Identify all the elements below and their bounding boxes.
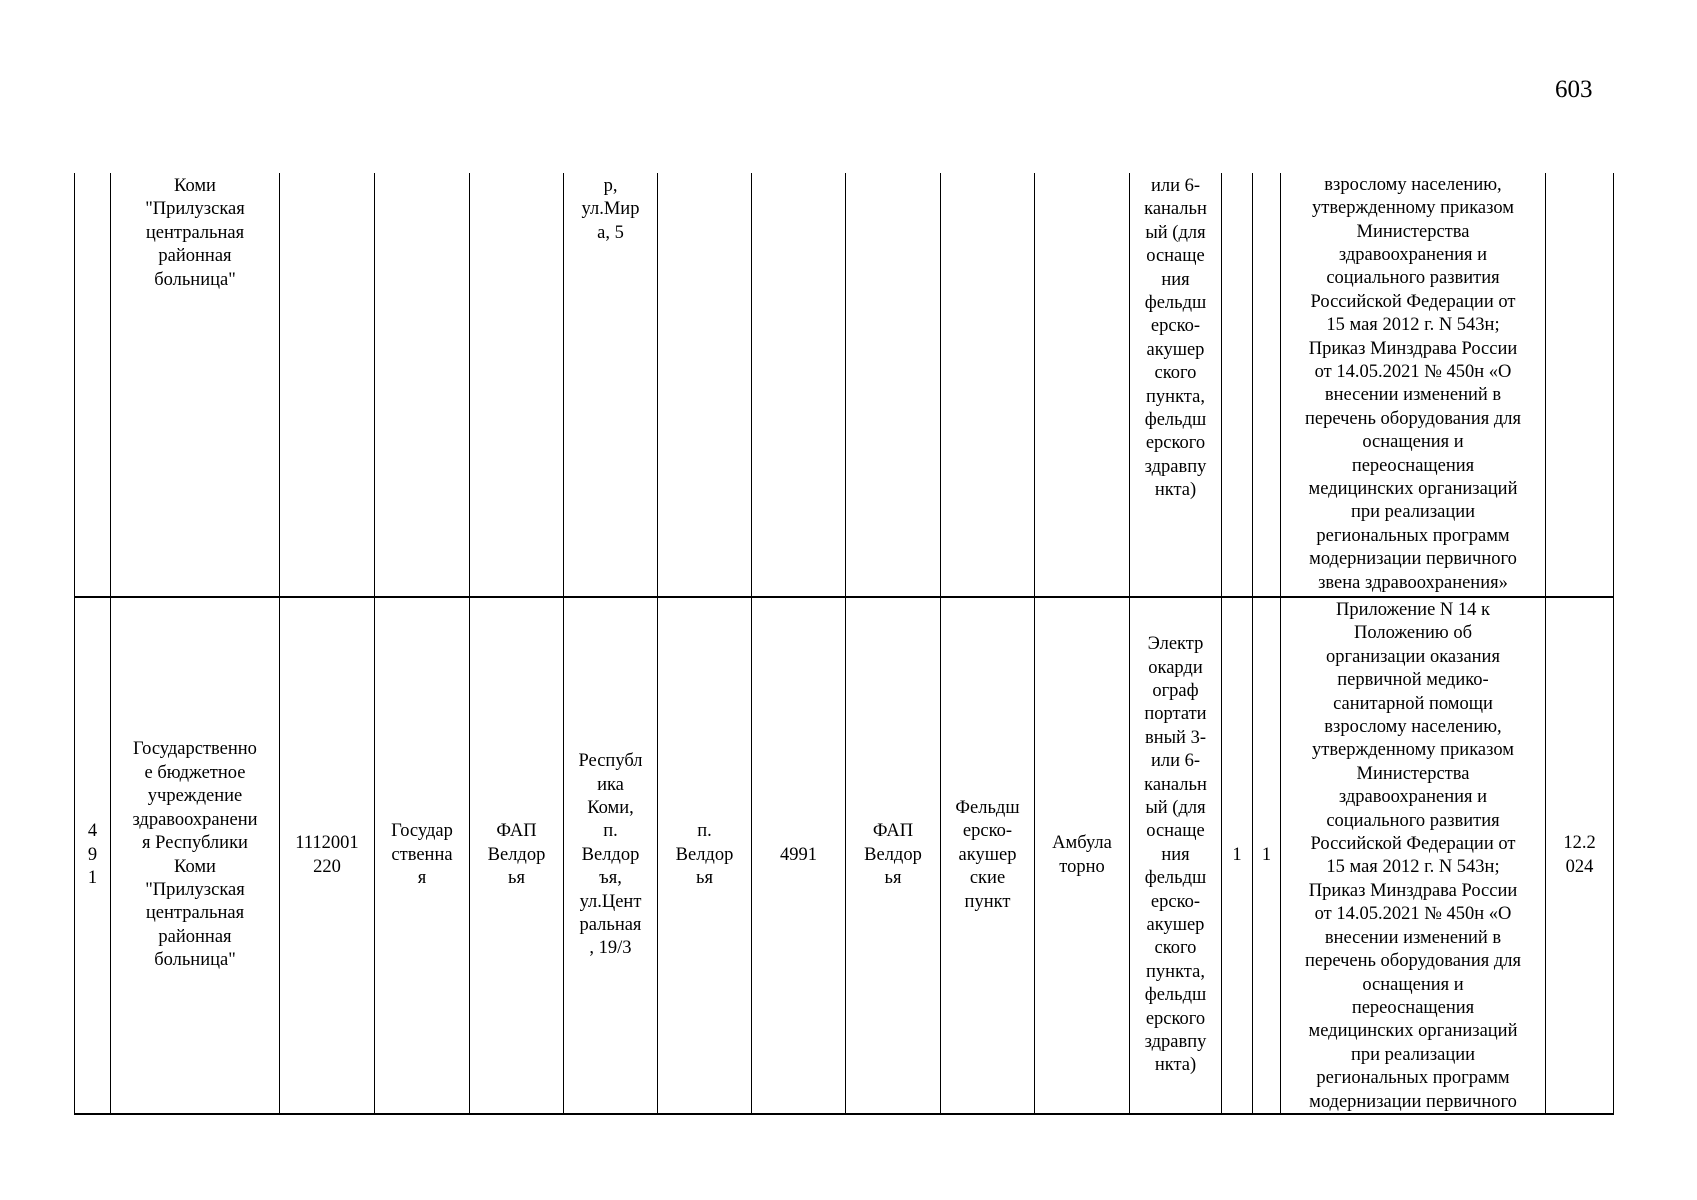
cell-date: 12.2 024 bbox=[1563, 833, 1596, 877]
row-divider bbox=[74, 596, 1614, 598]
cell-ownership: Государ ственна я bbox=[391, 821, 453, 889]
page-number: 603 bbox=[1555, 76, 1593, 103]
cell-row-number: 4 9 1 bbox=[87, 821, 98, 889]
cell-legal-basis: взрослому населению, утвержденному приказом Министерства здравоохранения и социального развития Российской Федерации от 15 мая 2012 г. N 543н; Приказ Минздрава России от 14.05.2021 № 450н «О внесении изменений в перечень оборудования для оснащения и переоснащения медицинских организаций при реализации региональных программ модернизации первичного звена здравоохранения» bbox=[1304, 175, 1522, 593]
cell-facility-type: Фельдш ерско- акушер ские пункт bbox=[955, 797, 1020, 912]
cell-legal-basis: Приложение N 14 к Положению об организации оказания первичной медико- санитарной помощи взрослому населению, утвержденному приказом Министерства здравоохранения и социального развития Российской Федерации от 15 мая 2012 г. N 543н; Приказ Минздрава России от 14.05.2021 № 450н «О внесении изменений в перечень оборудования для оснащения и переоснащения медицинских организаций при реализации региональных программ модернизации первичного bbox=[1304, 600, 1522, 1112]
cell-equipment: или 6- канальн ый (для оснаще ния фельдш ерско- акушер ского пункта, фельдш ерского здравпу нкта) bbox=[1144, 176, 1207, 501]
cell-quantity-1: 1 bbox=[1232, 844, 1242, 865]
cell-population: 4991 bbox=[780, 844, 817, 865]
table-border bbox=[1613, 173, 1614, 1114]
cell-organization: Государственно е бюджетное учреждение здравоохранени я Республики Коми "Прилузская центральная районная больница" bbox=[132, 739, 258, 971]
cell-locality: п. Велдор ья bbox=[675, 821, 734, 889]
cell-address: р, ул.Мир а, 5 bbox=[581, 176, 640, 243]
cell-equipment: Электр окарди ограф портати вный 3- или 6- канальн ый (для оснаще ния фельдш ерско- акушер ского пункта, фельдш ерского здравпу нкта) bbox=[1144, 634, 1207, 1076]
cell-address: Республ ика Коми, п. Велдор ъя, ул.Цент ральная , 19/3 bbox=[578, 751, 643, 959]
cell-quantity-2: 1 bbox=[1261, 844, 1272, 865]
table-bottom-border bbox=[74, 1113, 1614, 1115]
cell-unit: ФАП Велдор ья bbox=[487, 821, 546, 889]
cell-inn: 1112001 220 bbox=[295, 833, 359, 877]
cell-care-form: Амбула торно bbox=[1052, 833, 1112, 877]
cell-organization: Коми "Прилузская центральная районная больница" bbox=[145, 176, 245, 290]
cell-facility: ФАП Велдор ья bbox=[864, 821, 922, 889]
